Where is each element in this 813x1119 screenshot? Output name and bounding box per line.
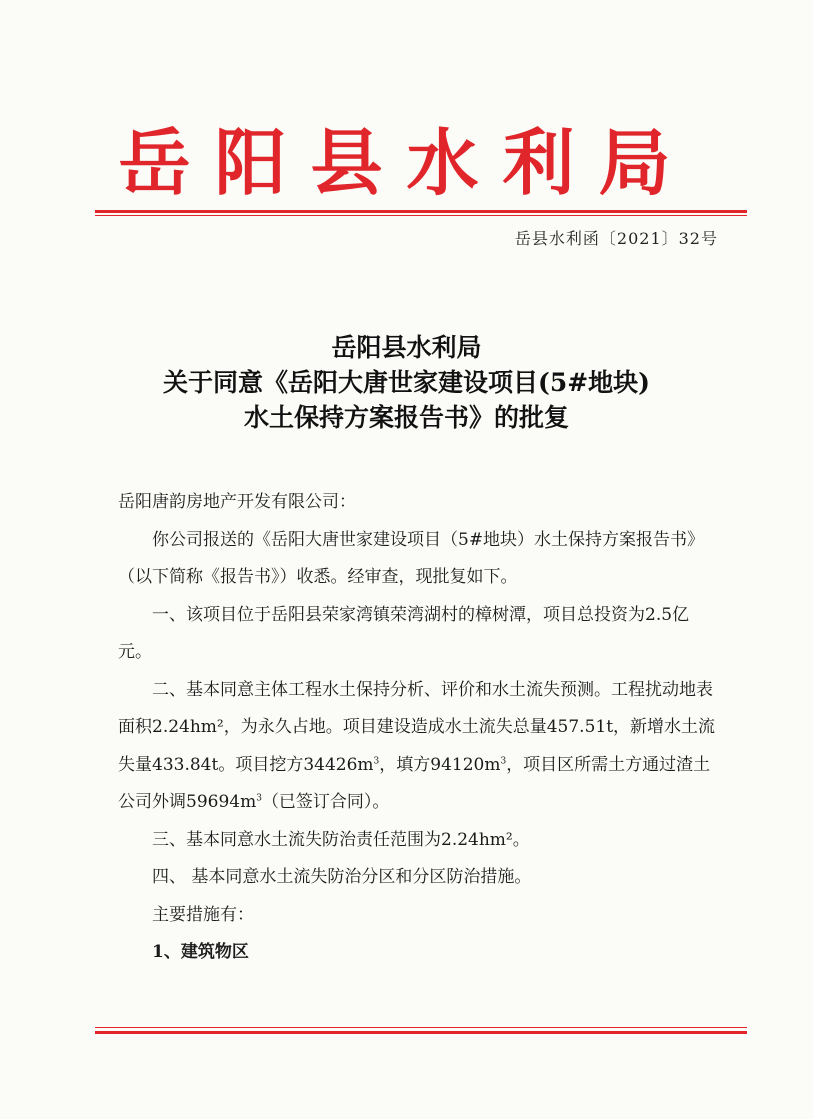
footer-rule-thick bbox=[95, 1031, 747, 1034]
superscript-3: 3 bbox=[373, 755, 380, 766]
paragraph-1: 你公司报送的《岳阳大唐世家建设项目（5#地块）水土保持方案报告书》（以下简称《报告书》）收悉。经审查，现批复如下。 bbox=[118, 529, 705, 587]
letterhead-rule-thin bbox=[95, 215, 747, 216]
title-line-3: 水土保持方案报告书》的批复 bbox=[243, 403, 569, 432]
paragraph-3 bbox=[118, 672, 718, 822]
paragraph-3-part-a: 二、基本同意主体工程水土保持分析、评价和水土流失预测。工程扰动地表面积2.24hm²，为永久占地。项目建设造成水土流失总量457.51t，新增水土流失量433.84t。项目挖方34426m bbox=[118, 679, 716, 775]
paragraph-4: 三、基本同意水土流失防治责任范围为2.24hm²。 bbox=[152, 829, 530, 850]
salutation: 岳阳唐韵房地产开发有限公司： bbox=[118, 492, 356, 512]
document-title bbox=[0, 330, 813, 435]
letterhead-rule-thick bbox=[95, 210, 747, 213]
footer-rule-thin bbox=[95, 1027, 747, 1028]
paragraph-3-part-b: ，填方94120m bbox=[379, 754, 501, 775]
superscript-3: 3 bbox=[256, 793, 262, 804]
paragraph-5: 四、 基本同意水土流失防治分区和分区防治措施。 bbox=[152, 867, 532, 887]
paragraph-3-part-d: （已签订合同）。 bbox=[261, 792, 390, 812]
paragraph-7-heading: 1、建筑物区 bbox=[152, 942, 249, 962]
paragraph-6: 主要措施有： bbox=[152, 904, 254, 925]
title-line-1: 岳阳县水利局 bbox=[331, 333, 482, 362]
paragraph-2: 一、该项目位于岳阳县荣家湾镇荣湾湖村的樟树潭，项目总投资为2.5亿元。 bbox=[118, 604, 690, 662]
title-line-2: 关于同意《岳阳大唐世家建设项目(5#地块) bbox=[162, 368, 650, 397]
document-body bbox=[118, 484, 718, 972]
superscript-3: 3 bbox=[500, 755, 507, 766]
paragraph-3-part-c: ，项目区所需土方通过渣土公司外调59694m bbox=[118, 754, 711, 812]
letterhead-title: 岳阳县水利局 bbox=[118, 120, 695, 205]
document-number: 岳县水利函〔2021〕32号 bbox=[514, 229, 718, 248]
